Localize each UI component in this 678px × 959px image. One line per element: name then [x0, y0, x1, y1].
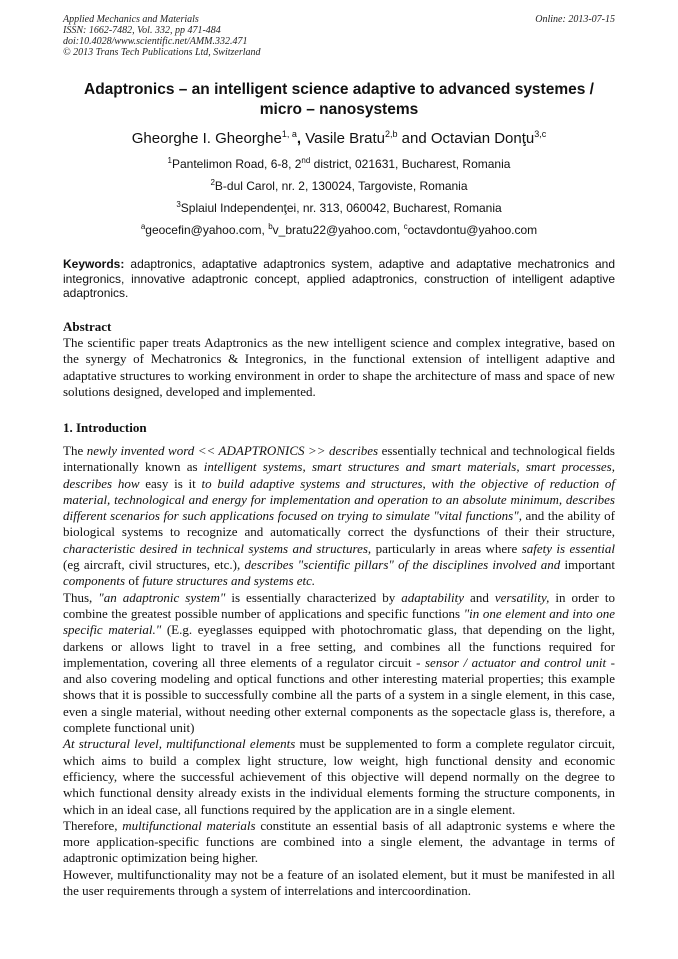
intro-paragraph-1: [63, 443, 615, 590]
author-line: [63, 129, 615, 149]
p1-s12: describes "scientific pillars" of the disciplines involved and: [244, 557, 561, 573]
online-date: Online: 2013-07-15: [535, 14, 615, 25]
abstract-body: [63, 335, 615, 400]
aff-1-post: district, 021631, Bucharest, Romania: [310, 157, 511, 171]
p2-s2: "an adaptronic system": [98, 589, 226, 605]
p1-s8: characteristic desired in technical systems and structures,: [63, 540, 372, 556]
author-3: Octavian Donţu: [430, 130, 535, 147]
keywords-text: adaptronics, adaptative adaptronics system, adaptive and adaptative mechatronics and integronics, innovative adaptronic concept, applied adaptronics, construction of intelligent adaptive adaptronics.: [63, 257, 615, 301]
p1-s15: of: [125, 573, 143, 589]
aff-3-text: Splaiul Independenţei, nr. 313, 060042, Bucharest, Romania: [180, 201, 502, 215]
email-a-sup: a: [140, 222, 146, 231]
copyright-line: © 2013 Trans Tech Publications Ltd, Switzerland: [63, 47, 261, 58]
p2-s11: - and also covering modeling and optical functions and other interesting material properties; this example shows that it is possible to successfully combine all the parts of a system in a single element, in this case, even a single material, without needing other external components as the sopectacle glass is, therefore, a complete functional unit): [63, 654, 615, 736]
email-b: v_bratu22@yahoo.com,: [272, 223, 404, 237]
p2-s1: Thus,: [63, 589, 99, 605]
author-2: Vasile Bratu: [305, 130, 385, 147]
p1-s2: newly invented word << ADAPTRONICS >> describes: [86, 443, 379, 458]
aff-1-pre: Pantelimon Road, 6-8, 2: [172, 157, 302, 171]
journal-header: [63, 14, 615, 58]
author-sep-2: and: [397, 130, 431, 147]
intro-heading: 1. Introduction: [63, 420, 147, 435]
aff-1-nd: nd: [301, 156, 311, 165]
aff-2-text: B-dul Carol, nr. 2, 130024, Targoviste, Romania: [214, 179, 468, 193]
author-3-sup: 3,c: [534, 129, 547, 139]
email-a: geocefin@yahoo.com,: [145, 223, 269, 237]
intro-paragraph-3: [63, 736, 615, 817]
p4-s3: constitute an essential basis of all adaptronic systems e where the more application-specific functions are combined into a single element, the advantage in terms of adaptronic optimization being higher.: [63, 817, 615, 866]
p1-s13: important: [560, 557, 615, 573]
p1-s6: to build adaptive systems and structures, with the objective of reduction of material, technological and energy for implementation and operation to an absolute minimum, describes different scenarios for such applications focused on trying to simulate "vital functions",: [63, 475, 615, 524]
p1-s10: safety is essential: [521, 540, 615, 556]
p3-s2: must be supplemented to form a complete regulator circuit, which aims to build a complex light structure, low weight, high functional density and economic efficiency, where the successful achievement of this objective will depend normally on the degree to which functional density already exists in the individual elements forming the structure components, in which in an ideal case, all functions required by the application are in a single element.: [63, 736, 616, 817]
p1-s9: particularly in areas where: [371, 540, 522, 556]
p1-s16: future structures and systems etc.: [142, 573, 316, 589]
journal-name: Applied Mechanics and Materials: [63, 14, 199, 25]
title-line-2: micro – nanosystems: [259, 101, 419, 118]
author-1: Gheorghe I. Gheorghe: [131, 130, 282, 147]
intro-body: [63, 443, 615, 899]
p2-s5: and: [464, 589, 495, 605]
aff-3-sup: 3: [176, 200, 181, 209]
issn-line: ISSN: 1662-7482, Vol. 332, pp 471-484: [63, 25, 221, 36]
abstract-text: The scientific paper treats Adaptronics as the new intelligent science and complex integrative, based on the synergy of Mechatronics & Integronics, in the functional extension of intelligent adaptive and adaptative structures to working environment in order to shape the architecture of mass and space of new solutions designed, developed and implemented.: [63, 335, 615, 399]
p1-s4: intelligent systems, smart structures and smart materials, smart processes, describes how: [63, 459, 615, 491]
p1-s11: (eg aircraft, civil structures, etc.),: [63, 557, 245, 573]
email-c: octavdontu@yahoo.com: [407, 223, 538, 237]
p1-s1: The: [63, 443, 87, 458]
intro-paragraph-2: [63, 590, 615, 737]
keywords-label: Keywords:: [63, 257, 125, 271]
p2-s8: "in one element and into one specific material.": [63, 605, 616, 638]
p1-s5: easy is it: [139, 475, 202, 491]
p2-s10: sensor / actuator and control unit: [425, 654, 607, 670]
author-emails: [63, 222, 615, 238]
p1-s3: essentially technical and technological fields internationally known as: [63, 443, 615, 475]
p2-s4: adaptability: [401, 589, 465, 605]
p1-s7: and the ability of biological systems to recognize and automatically correct the dysfunctions of their their structure,: [63, 508, 615, 540]
p2-s9: (E.g. eyeglasses equipped with photochromatic glass, that depending on the light, darkens or allows light to travel in a free setting, and combines all the functions required for implementation, covering all three elements of a regulator circuit -: [63, 622, 615, 670]
p2-s3: is essentially characterized by: [225, 589, 402, 605]
doi-line: doi:10.4028/www.scientific.net/AMM.332.471: [63, 36, 248, 47]
intro-paragraph-4: [63, 818, 615, 867]
author-sep-1: ,: [296, 130, 306, 147]
keywords: [63, 257, 615, 301]
p2-s6: versatility,: [494, 589, 550, 605]
author-1-sup: 1, a: [281, 129, 297, 139]
aff-2-sup: 2: [210, 178, 215, 187]
p4-s2: multifunctional materials: [122, 817, 256, 833]
aff-1-sup: 1: [167, 156, 172, 165]
p1-s14: components: [63, 573, 126, 589]
abstract-heading: Abstract: [63, 319, 112, 334]
p4-s1: Therefore,: [63, 817, 123, 833]
paper-title: [63, 80, 615, 120]
affiliation-3: [63, 200, 615, 216]
title-line-1: Adaptronics – an intelligent science adaptive to advanced systemes /: [84, 81, 594, 98]
affiliation-1: [63, 156, 615, 172]
email-c-sup: c: [403, 222, 408, 231]
intro-paragraph-5: However, multifunctionality may not be a feature of an isolated element, but it must be manifested in all the user requirements through a system of interrelations and intercoordination.: [63, 866, 615, 899]
p3-s1: At structural level, multifunctional elements: [63, 736, 296, 752]
affiliation-2: [63, 178, 615, 194]
email-b-sup: b: [268, 222, 273, 231]
p2-s7: in order to combine the greatest possible number of applications and specific functions: [63, 589, 615, 621]
author-2-sup: 2,b: [384, 129, 398, 139]
